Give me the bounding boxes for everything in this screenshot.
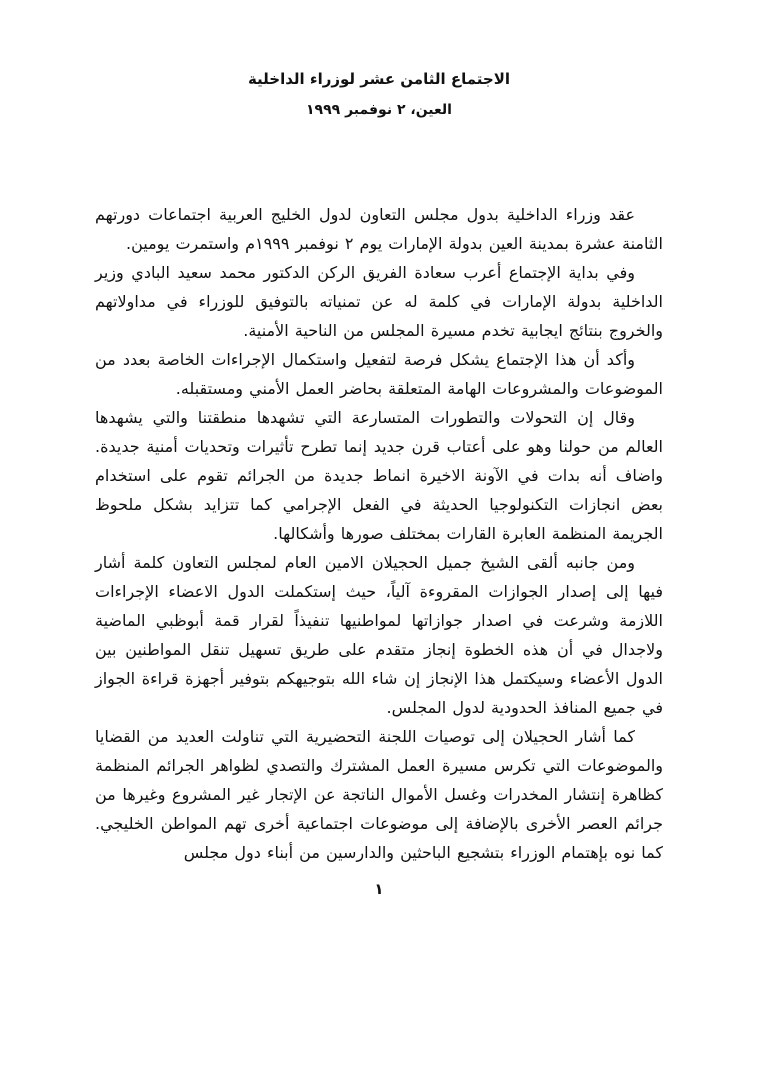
page-number: ١	[374, 880, 384, 898]
page-title: الاجتماع الثامن عشر لوزراء الداخلية	[247, 70, 511, 88]
paragraph: كما أشار الحجيلان إلى توصيات اللجنة التحضيرية التي تناولت العديد من القضايا والموضوعات التي تكرس مسيرة العمل المشترك والتصدي لظواهر الجرائم المنظمة كظاهرة إنتشار المخدرات وغسل الأموال الناتجة عن الإتجار غير المشروع وغيرها من جرائم العصر الأخرى بالإضافة إلى موضوعات اجتماعية أخرى تهم المواطن الخليجي. كما نوه بإهتمام الوزراء بتشجيع الباحثين والدارسين من أبناء دول مجلس	[95, 727, 663, 862]
paragraph: ومن جانبه ألقى الشيخ جميل الحجيلان الامين العام لمجلس التعاون كلمة أشار فيها إلى إصدار الجوازات المقروءة آلياً، حيث إستكملت الدول الاعضاء الإجراءات اللازمة وشرعت في اصدار جوازاتها لمواطنيها تنفيذاً لقرار قمة أبوظبي الماضية ولاجدال في أن هذه الخطوة إنجاز متقدم على طريق تسهيل تنقل المواطنين بين الدول الأعضاء وسيكتمل هذا الإنجاز إن شاء الله بتوجيهكم بتوفير أجهزة قراءة الجواز في جميع المنافذ الحدودية لدول المجلس.	[95, 553, 663, 717]
page-subtitle-location-date: العين، ٢ نوفمبر ١٩٩٩	[306, 102, 452, 118]
title-block	[95, 70, 663, 118]
document-body	[95, 200, 663, 867]
paragraph: عقد وزراء الداخلية بدول مجلس التعاون لدول الخليج العربية اجتماعات دورتهم الثامنة عشرة بمدينة العين بدولة الإمارات يوم ٢ نوفمبر ١٩٩٩م واستمرت يومين.	[95, 205, 663, 253]
paragraph: وأكد أن هذا الإجتماع يشكل فرصة لتفعيل واستكمال الإجراءات الخاصة بعدد من الموضوعات والمشروعات الهامة المتعلقة بحاضر العمل الأمني ومستقبله.	[95, 350, 663, 398]
paragraph: وقال إن التحولات والتطورات المتسارعة التي تشهدها منطقتنا والتي يشهدها العالم من حولنا وهو على أعتاب قرن جديد إنما تطرح تأثيرات وتحديات أمنية جديدة. واضاف أنه بدات في الآونة الاخيرة انماط جديدة من الجرائم تقوم على استخدام بعض انجازات التكنولوجيا الحديثة في الفعل الإجرامي كما تتزايد بشكل ملحوظ الجريمة المنظمة العابرة القارات بمختلف صورها وأشكالها.	[95, 408, 663, 543]
paragraph: وفي بداية الإجتماع أعرب سعادة الفريق الركن الدكتور محمد سعيد البادي وزير الداخلية بدولة الإمارات في كلمة له عن تمنياته بالتوفيق للوزراء في مداولاتهم والخروج بنتائج ايجابية تخدم مسيرة المجلس من الناحية الأمنية.	[95, 263, 663, 340]
